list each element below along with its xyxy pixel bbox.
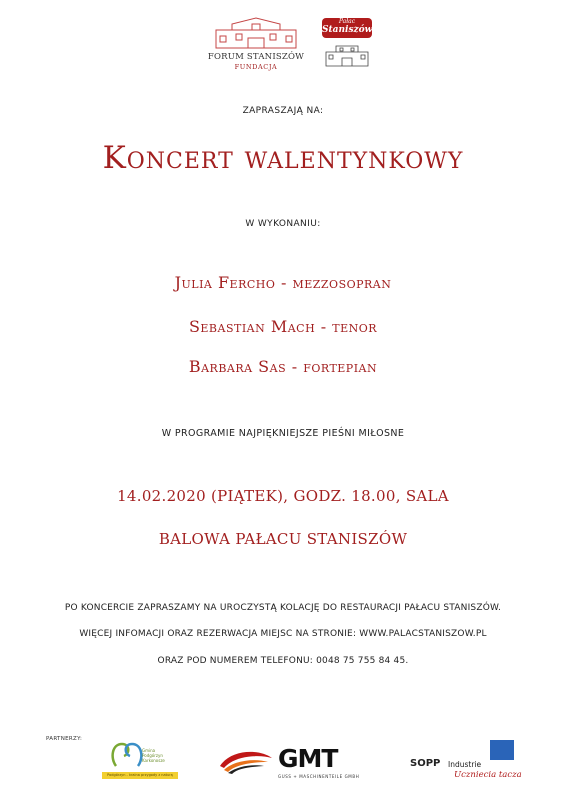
artist-line: Barbara Sas - fortepian — [188, 357, 378, 376]
info-line: ORAZ POD NUMEREM TELEFONU: 0048 75 755 84 45. — [157, 656, 409, 666]
concert-title: Koncert walentynkowy — [102, 140, 464, 176]
sopp-logo-name2: Industrie — [448, 760, 482, 769]
palace-drawing-icon — [324, 40, 370, 68]
performed-by-label: W WYKONANIU: — [245, 219, 321, 229]
palac-logo-line1: Pałac — [338, 18, 356, 25]
info-line: PO KONCERCIE ZAPRASZAMY NA UROCZYSTĄ KOLACJĘ DO RESTAURACJI PAŁACU STANISZÓW. — [64, 603, 502, 613]
artist-line: Sebastian Mach - tenor — [188, 317, 378, 336]
sopp-slogan: Uczniecia tacza — [454, 770, 522, 780]
program-text: W PROGRAMIE NAJPIĘKNIEJSZE PIEŚNI MIŁOSNE — [161, 428, 405, 439]
palac-logo-line2: Staniszów — [322, 25, 373, 35]
info-line: WIĘCEJ INFOMACJI ORAZ REZERWACJA MIEJSC NA STRONIE: WWW.PALACSTANISZOW.PL — [79, 629, 487, 639]
palac-staniszow-logo — [318, 12, 376, 70]
palace-building-icon — [212, 14, 300, 50]
gmina-logo-text: Gmina Podgórzyn Karkonosze — [142, 748, 165, 763]
gmina-podgorzyn-logo — [100, 738, 180, 784]
artist-line: Julia Fercho - mezzosopran — [174, 273, 392, 292]
sopp-industrie-logo — [410, 738, 530, 784]
gmt-logo-name: GMT — [278, 744, 338, 773]
sopp-logo-name: SOPP — [410, 758, 441, 769]
gmt-logo — [218, 744, 368, 784]
gmina-slogan: Podgórzyn - kraina przygody z naturą — [102, 772, 178, 779]
forum-logo-name: FORUM STANISZÓW — [207, 52, 305, 62]
event-date: 14.02.2020 (PIĄTEK), GODZ. 18.00, SALA — [117, 487, 449, 505]
gmt-swoosh-icon — [218, 746, 274, 776]
forum-staniszow-logo — [196, 14, 316, 70]
forum-logo-sub: FUNDACJA — [234, 63, 278, 71]
invite-text: ZAPRASZAJĄ NA: — [242, 106, 324, 116]
partners-label: PARTNERZY: — [46, 736, 83, 742]
sopp-blue-square — [490, 740, 514, 760]
event-venue: BALOWA PAŁACU STANISZÓW — [158, 530, 408, 548]
gmt-logo-sub: GUSS + MASCHINENTEILE GMBH — [278, 774, 360, 779]
